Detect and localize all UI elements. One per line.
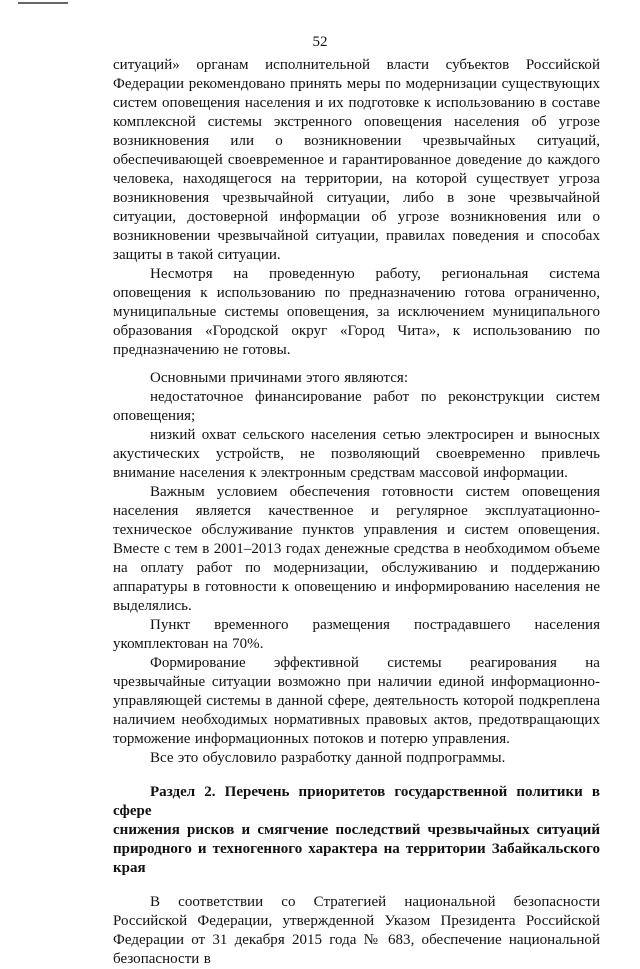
section-2-title-line-4: края — [113, 860, 146, 876]
section-2-title-line-2: снижения рисков и смягчение последствий чрезвычайных ситуаций — [113, 822, 600, 838]
paragraph-gap — [113, 360, 600, 369]
paragraph-8: Формирование эффективной системы реагирования на чрезвычайные ситуации возможно при наличии единой информационно-управляющей системы в данной сфере, деятельность которой подкреплена наличием необходимых нормативных правовых актов, предотвращающих торможение информационных потоков и потерю управления. — [113, 655, 600, 747]
paragraph-3: Основными причинами этого являются: — [150, 370, 409, 386]
paragraph-4: недостаточное финансирование работ по реконструкции систем оповещения; — [113, 389, 600, 424]
paragraph-7: Пункт временного размещения пострадавшего населения укомплектован на 70%. — [113, 617, 600, 652]
section-2-title-line-3: природного и техногенного характера на территории Забайкальского — [113, 841, 600, 857]
section-gap-after — [113, 878, 600, 893]
section-2-title-line-1: Раздел 2. Перечень приоритетов государственной политики в сфере — [113, 784, 600, 819]
paragraph-10: В соответствии со Стратегией национальной безопасности Российской Федерации, утвержденной Указом Президента Российской Федерации от 31 декабря 2015 года № 683, обеспечение национальной безопасности в — [113, 894, 600, 967]
section-2-title — [113, 783, 600, 878]
paragraph-5: низкий охват сельского населения сетью электросирен и выносных акустических устройств, не позволяющий своевременно привлечь внимание населения к электронным средствам массовой информации. — [113, 427, 600, 481]
paragraph-9: Все это обусловило разработку данной подпрограммы. — [150, 750, 506, 766]
paragraph-1: ситуаций» органам исполнительной власти субъектов Российской Федерации рекомендовано принять меры по модернизации существующих систем оповещения населения и их подготовке к использованию в составе комплексной системы экстренного оповещения населения об угрозе возникновения или о возникновении чрезвычайных ситуаций, обеспечивающей своевременное и гарантированное доведение до каждого человека, находящегося на территории, на которой существует угроза возникновения чрезвычайной ситуации, либо в зоне чрезвычайной ситуации, достоверной информации об угрозе возникновения или о возникновении чрезвычайной ситуации, правилах поведения и способах защиты в такой ситуации. — [113, 57, 600, 263]
paragraph-2: Несмотря на проведенную работу, региональная система оповещения к использованию по предназначению готова ограниченно, муниципальные системы оповещения, за исключением муниципального образования «Городской округ «Город Чита», к использованию по предназначению не готовы. — [113, 266, 600, 358]
scan-edge-mark — [18, 2, 68, 4]
paragraph-6: Важным условием обеспечения готовности систем оповещения населения является качественное и регулярное эксплуатационно-техническое обслуживание пунктов управления и систем оповещения. Вместе с тем в 2001–2013 годах денежные средства в необходимом объеме на оплату работ по модернизации, обслуживанию и поддержанию аппаратуры в готовности к оповещению и информированию населения не выделялись. — [113, 484, 600, 614]
section-gap-before — [113, 768, 600, 783]
page-number: 52 — [312, 34, 328, 50]
document-body — [113, 56, 600, 969]
